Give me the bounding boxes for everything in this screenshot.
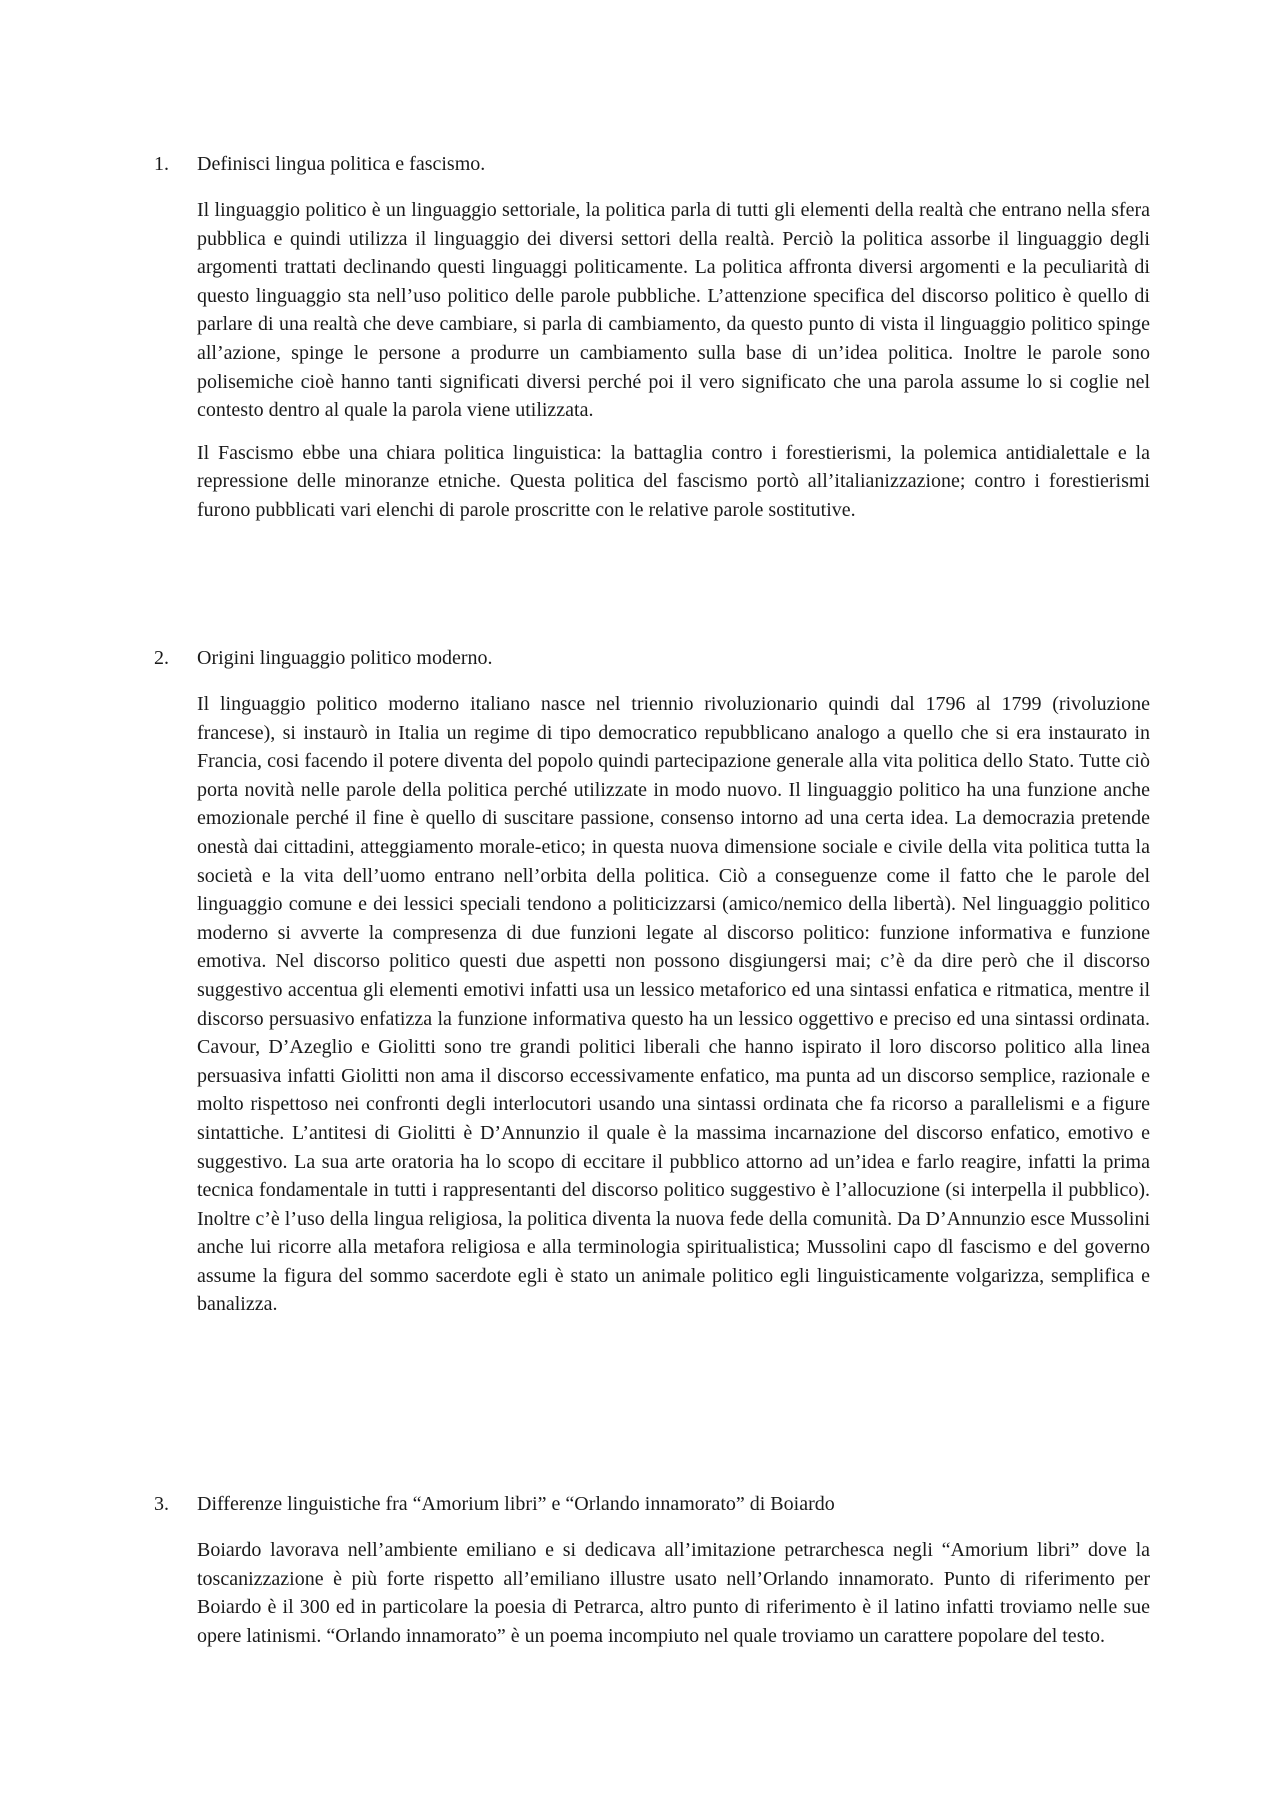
question-number: 1. <box>154 153 169 175</box>
question-number: 2. <box>154 647 169 669</box>
question-title: Definisci lingua politica e fascismo. <box>197 153 486 175</box>
question-title: Origini linguaggio politico moderno. <box>197 647 493 669</box>
question-3 <box>0 1490 1280 1650</box>
answer-paragraph: Boiardo lavorava nell’ambiente emiliano e si dedicava all’imitazione petrarchesca negli “Amorium libri” dove la toscanizzazione è più forte rispetto all’emiliano illustre usato nell’Orlando innamorato. Punto di riferimento per Boiardo è il 300 ed in particolare la poesia di Petrarca, altro punto di riferimento è il latino infatti troviamo nelle sue opere latinismi. “Orlando innamorato” è un poema incompiuto nel quale troviamo un carattere popolare del testo. <box>197 1539 1150 1647</box>
question-heading <box>0 1490 1280 1518</box>
question-title: Differenze linguistiche fra “Amorium libri” e “Orlando innamorato” di Boiardo <box>197 1493 835 1515</box>
answer-body <box>0 1536 1280 1650</box>
answer-body <box>0 196 1280 525</box>
answer-paragraph: Il Fascismo ebbe una chiara politica linguistica: la battaglia contro i forestierismi, la polemica antidialettale e la repressione delle minoranze etniche. Questa politica del fascismo portò all’italianizzazione; contro i forestierismi furono pubblicati vari elenchi di parole proscritte con le relative parole sostitutive. <box>197 441 1150 521</box>
answer-body <box>0 690 1280 1319</box>
question-1 <box>0 150 1280 525</box>
answer-paragraph: Il linguaggio politico moderno italiano nasce nel triennio rivoluzionario quindi dal 1796 al 1799 (rivoluzione francese), si instaurò in Italia un regime di tipo democratico repubblicano analogo a quello che si era instaurato in Francia, cosi facendo il potere diventa del popolo quindi partecipazione generale alla vita politica dello Stato. Tutte ciò porta novità nelle parole della politica perché utilizzate in modo nuovo. Il linguaggio politico ha una funzione anche emozionale perché il fine è quello di suscitare passione, consenso intorno ad una certa idea. La democrazia pretende onestà dai cittadini, atteggiamento morale-etico; in questa nuova dimensione sociale e civile della vita politica tutta la società e la vita dell’uomo entrano nell’orbita della politica. Ciò a conseguenze come il fatto che le parole del linguaggio comune e dei lessici speciali tendono a politicizzarsi (amico/nemico della libertà). Nel linguaggio politico moderno si avverte la compresenza di due funzioni legate al discorso politico: funzione informativa e funzione emotiva. Nel discorso politico questi due aspetti non possono disgiungersi mai; c’è da dire però che il discorso suggestivo accentua gli elementi emotivi infatti usa un lessico metaforico ed una sintassi enfatica e ritmatica, mentre il discorso persuasivo enfatizza la funzione informativa questo ha un lessico oggettivo e preciso ed una sintassi ordinata. Cavour, D’Azeglio e Giolitti sono tre grandi politici liberali che hanno ispirato il loro discorso politico alla linea persuasiva infatti Giolitti non ama il discorso eccessivamente enfatico, ma punta ad un discorso semplice, razionale e molto rispettoso nei confronti degli interlocutori usando una sintassi ordinata che fa ricorso a parallelismi e a figure sintattiche. L’antitesi di Giolitti è D’Annunzio il quale è la massima incarnazione del discorso enfatico, emotivo e suggestivo. La sua arte oratoria ha lo scopo di eccitare il pubblico attorno ad un’idea e farlo reagire, infatti la prima tecnica fondamentale in tutti i rappresentanti del discorso politico suggestivo è l’allocuzione (si interpella il pubblico). Inoltre c’è l’uso della lingua religiosa, la politica diventa la nuova fede della comunità. Da D’Annunzio esce Mussolini anche lui ricorre alla metafora religiosa e alla terminologia spiritualistica; Mussolini capo dl fascismo e del governo assume la figura del sommo sacerdote egli è stato un animale politico egli linguisticamente volgarizza, semplifica e banalizza. <box>197 693 1150 1316</box>
question-heading <box>0 644 1280 672</box>
question-number: 3. <box>154 1493 169 1515</box>
question-heading <box>0 150 1280 178</box>
question-2 <box>0 644 1280 1319</box>
answer-paragraph: Il linguaggio politico è un linguaggio settoriale, la politica parla di tutti gli elementi della realtà che entrano nella sfera pubblica e quindi utilizza il linguaggio dei diversi settori della realtà. Perciò la politica assorbe il linguaggio degli argomenti trattati declinando questi linguaggi politicamente. La politica affronta diversi argomenti e la peculiarità di questo linguaggio sta nell’uso politico delle parole pubbliche. L’attenzione specifica del discorso politico è quello di parlare di una realtà che deve cambiare, si parla di cambiamento, da questo punto di vista il linguaggio politico spinge all’azione, spinge le persone a produrre un cambiamento sulla base di un’idea politica. Inoltre le parole sono polisemiche cioè hanno tanti significati diversi perché poi il vero significato che una parola assume lo si coglie nel contesto dentro al quale la parola viene utilizzata. <box>197 199 1150 422</box>
